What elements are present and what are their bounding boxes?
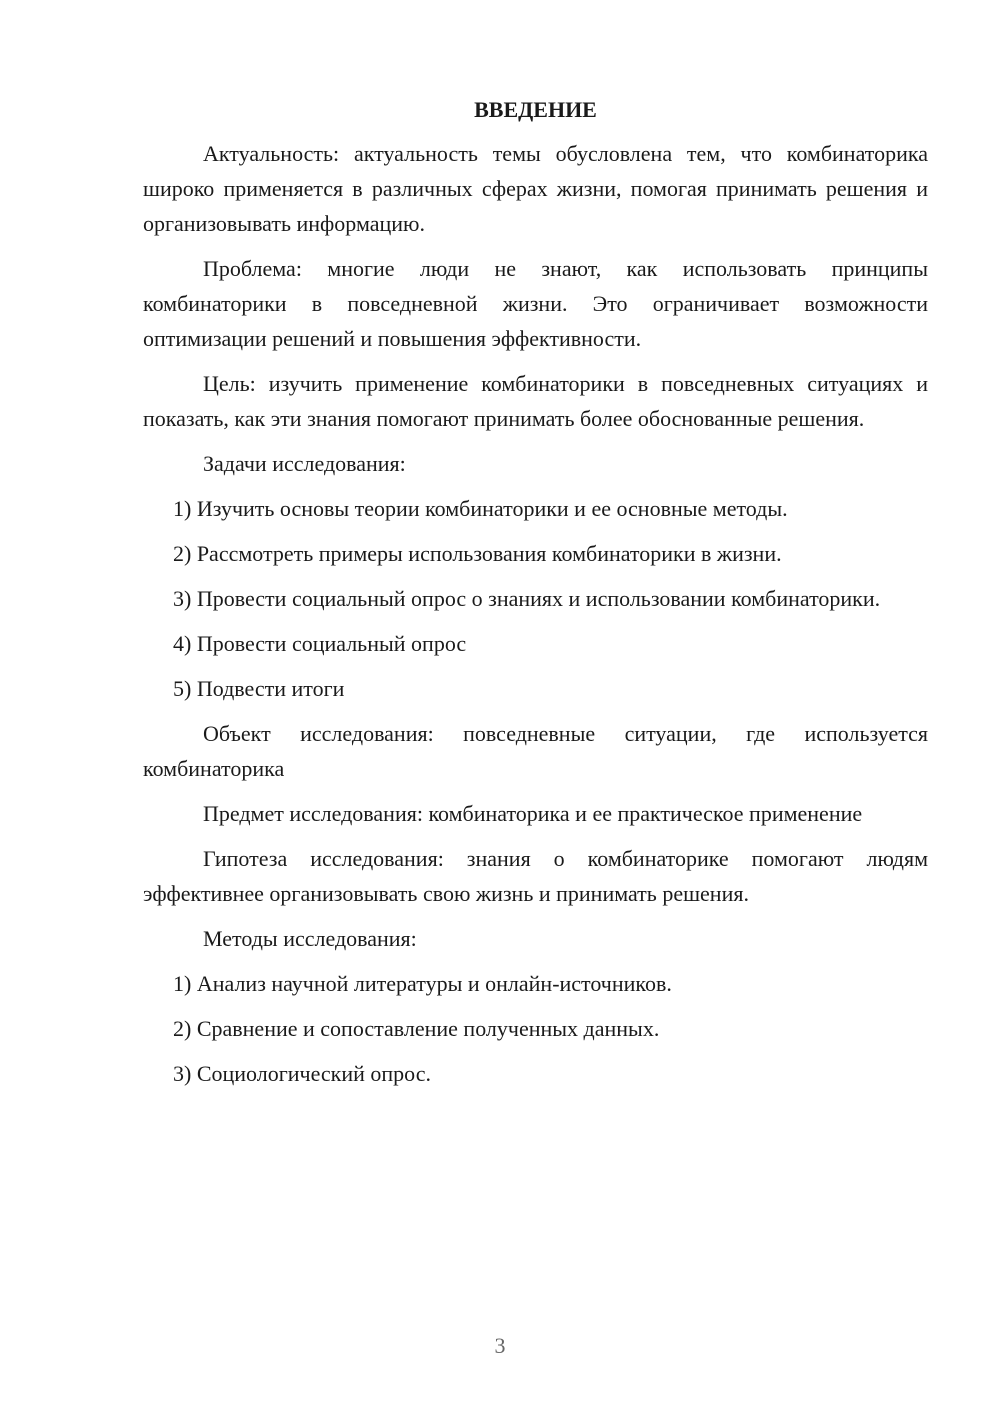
page-title: ВВЕДЕНИЕ xyxy=(474,97,597,122)
task-item: 2) Рассмотреть примеры использования комбинаторики в жизни. xyxy=(173,541,782,566)
hypothesis-paragraph: Гипотеза исследования: знания о комбинаторике помогают людям эффективнее организовывать свою жизнь и принимать решения. xyxy=(143,846,928,906)
object-paragraph: Объект исследования: повседневные ситуации, где используется комбинаторика xyxy=(143,721,928,781)
problem-paragraph: Проблема: многие люди не знают, как использовать принципы комбинаторики в повседневной жизни. Это ограничивает возможности оптимизации решений и повышения эффективности. xyxy=(143,256,928,351)
subject-paragraph: Предмет исследования: комбинаторика и ее практическое применение xyxy=(203,801,863,826)
method-item: 3) Социологический опрос. xyxy=(173,1061,431,1086)
document-page xyxy=(143,92,928,1101)
task-item: 1) Изучить основы теории комбинаторики и ее основные методы. xyxy=(173,496,788,521)
method-item: 2) Сравнение и сопоставление полученных данных. xyxy=(173,1016,660,1041)
method-item: 1) Анализ научной литературы и онлайн-источников. xyxy=(173,971,672,996)
relevance-paragraph: Актуальность: актуальность темы обусловлена тем, что комбинаторика широко применяется в различных сферах жизни, помогая принимать решения и организовывать информацию. xyxy=(143,141,928,236)
task-item: 4) Провести социальный опрос xyxy=(173,631,467,656)
goal-paragraph: Цель: изучить применение комбинаторики в повседневных ситуациях и показать, как эти знания помогают принимать более обоснованные решения. xyxy=(143,371,928,431)
methods-heading: Методы исследования: xyxy=(203,926,417,951)
tasks-heading: Задачи исследования: xyxy=(203,451,406,476)
task-item: 5) Подвести итоги xyxy=(173,676,345,701)
page-number: 3 xyxy=(494,1333,506,1358)
task-item: 3) Провести социальный опрос о знаниях и использовании комбинаторики. xyxy=(173,586,881,611)
